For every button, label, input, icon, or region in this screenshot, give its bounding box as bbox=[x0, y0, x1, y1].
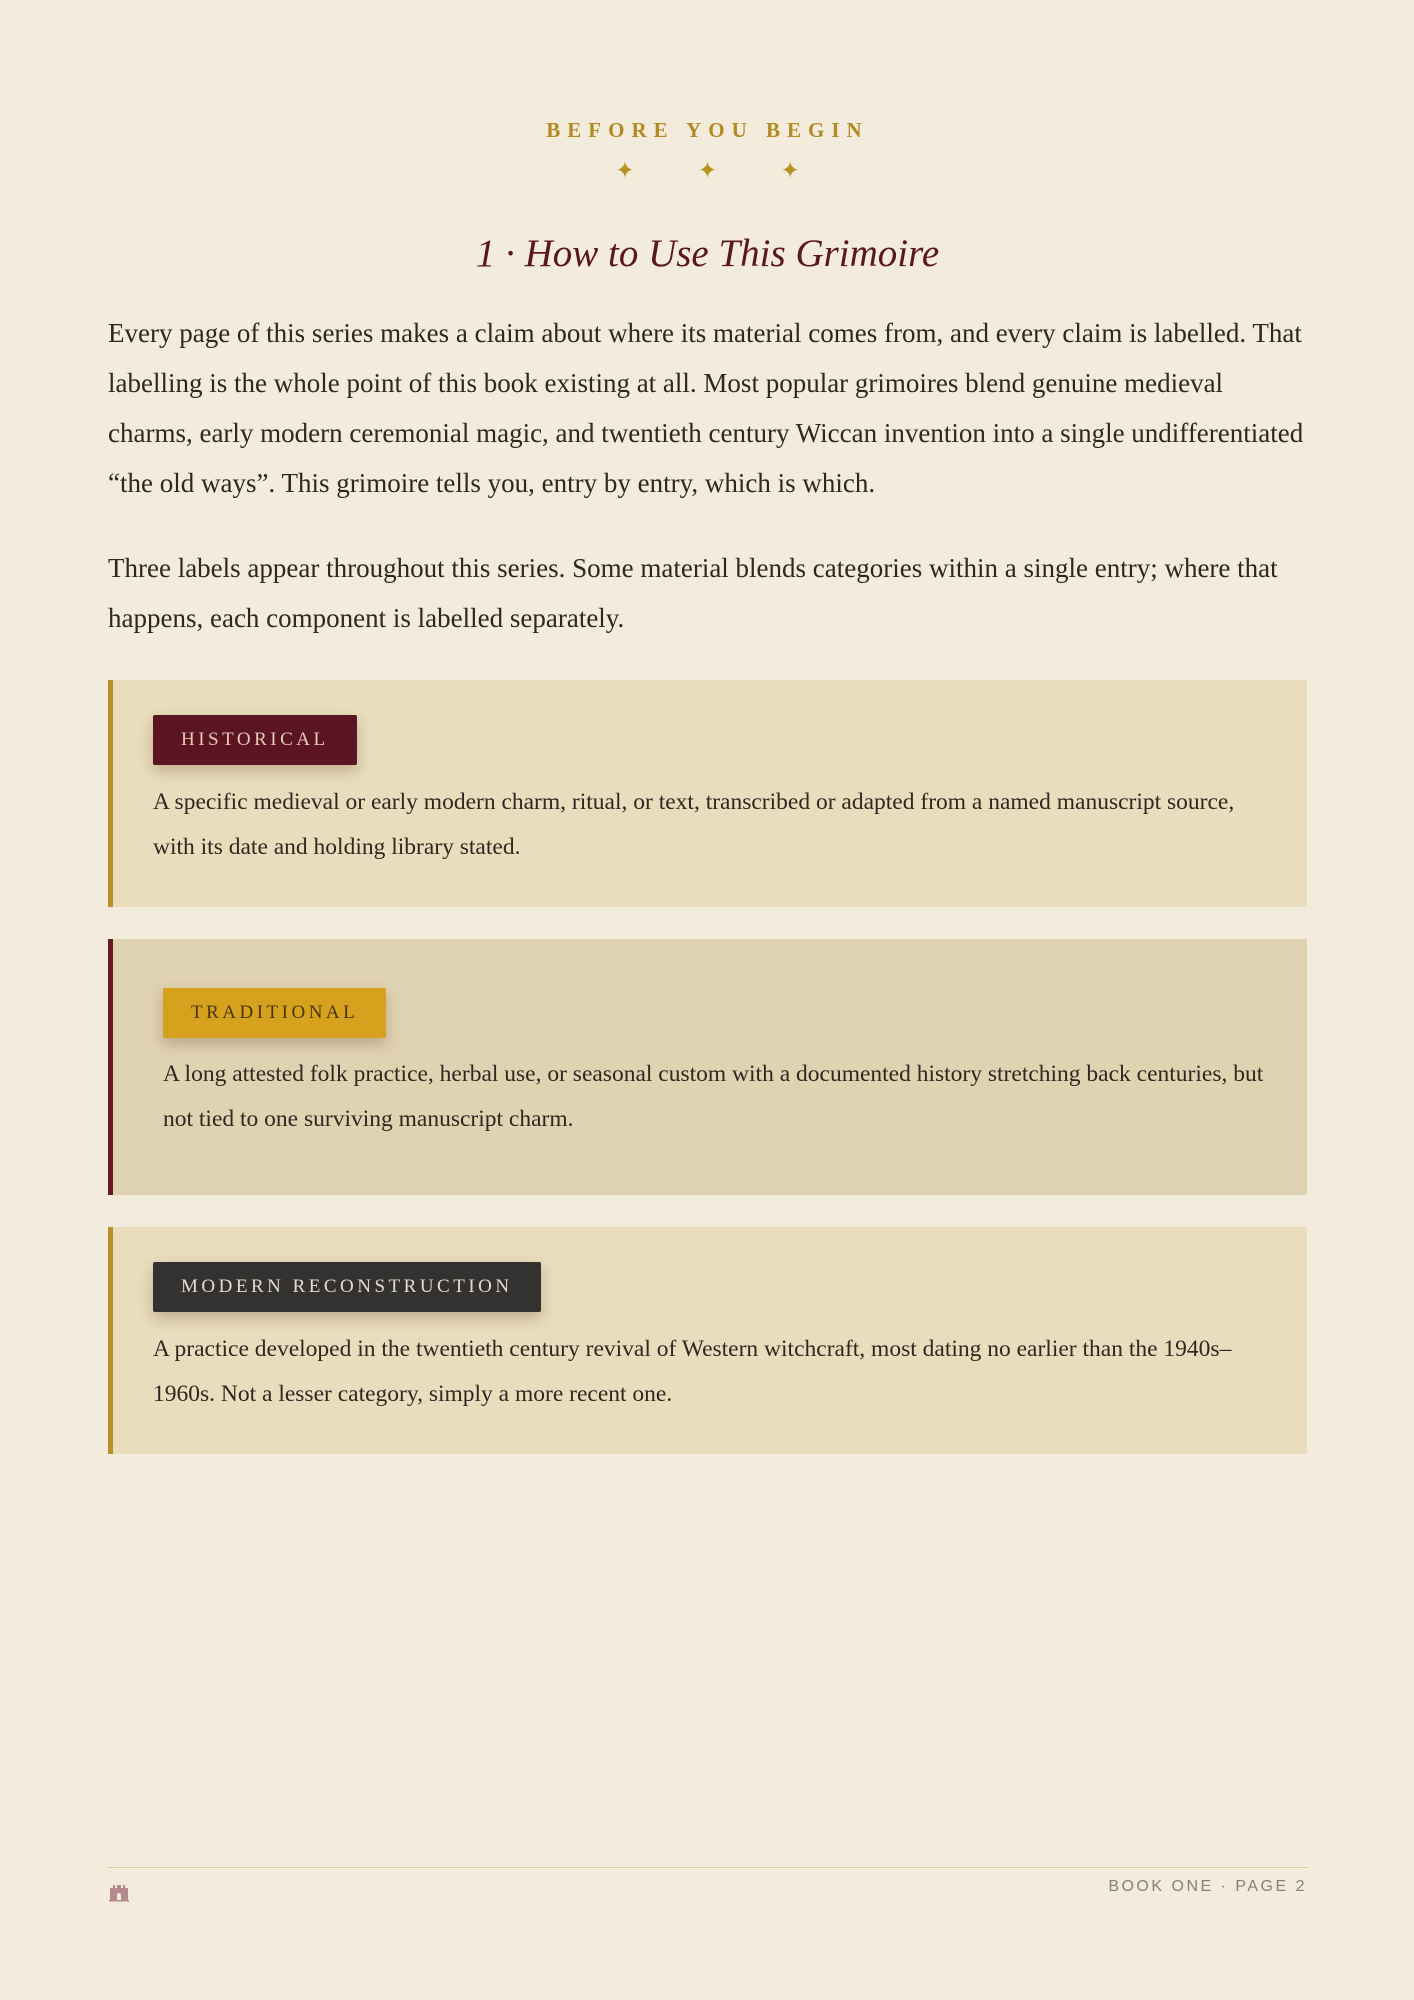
label-card-traditional bbox=[108, 939, 1307, 1195]
footer-divider bbox=[108, 1867, 1307, 1868]
castle-icon bbox=[108, 1882, 130, 1902]
page bbox=[108, 0, 1307, 2000]
modern-reconstruction-badge: MODERN RECONSTRUCTION bbox=[153, 1262, 541, 1312]
modern-reconstruction-description: A practice developed in the twentieth century revival of Western witchcraft, most dating no earlier than the 1940s–1960s. Not a lesser category, simply a more recent one. bbox=[153, 1336, 1232, 1407]
intro-paragraph: Every page of this series makes a claim about where its material comes from, and every claim is labelled. That labelling is the whole point of this book existing at all. Most popular grimoires blend genuine medieval charms, early modern ceremonial magic, and twentieth century Wiccan invention into a single undifferentiated “the old ways”. This grimoire tells you, entry by entry, which is which. bbox=[108, 318, 1304, 498]
ornament-stars: ✦ ✦ ✦ bbox=[615, 158, 828, 184]
historical-badge: HISTORICAL bbox=[153, 715, 357, 765]
page-number-label: BOOK ONE · PAGE 2 bbox=[1108, 1878, 1307, 1895]
labels-paragraph: Three labels appear throughout this series. Some material blends categories within a single entry; where that happens, each component is labelled separately. bbox=[108, 553, 1278, 633]
chapter-title: 1 · How to Use This Grimoire bbox=[475, 232, 940, 275]
traditional-badge: TRADITIONAL bbox=[163, 988, 386, 1038]
traditional-description: A long attested folk practice, herbal use, or seasonal custom with a documented history stretching back centuries, but not tied to one surviving manuscript charm. bbox=[163, 1061, 1264, 1132]
label-card-historical bbox=[108, 680, 1307, 907]
section-kicker: BEFORE YOU BEGIN bbox=[546, 118, 869, 142]
label-card-modern-reconstruction bbox=[108, 1227, 1307, 1454]
historical-description: A specific medieval or early modern charm, ritual, or text, transcribed or adapted from a named manuscript source, with its date and holding library stated. bbox=[153, 789, 1235, 860]
